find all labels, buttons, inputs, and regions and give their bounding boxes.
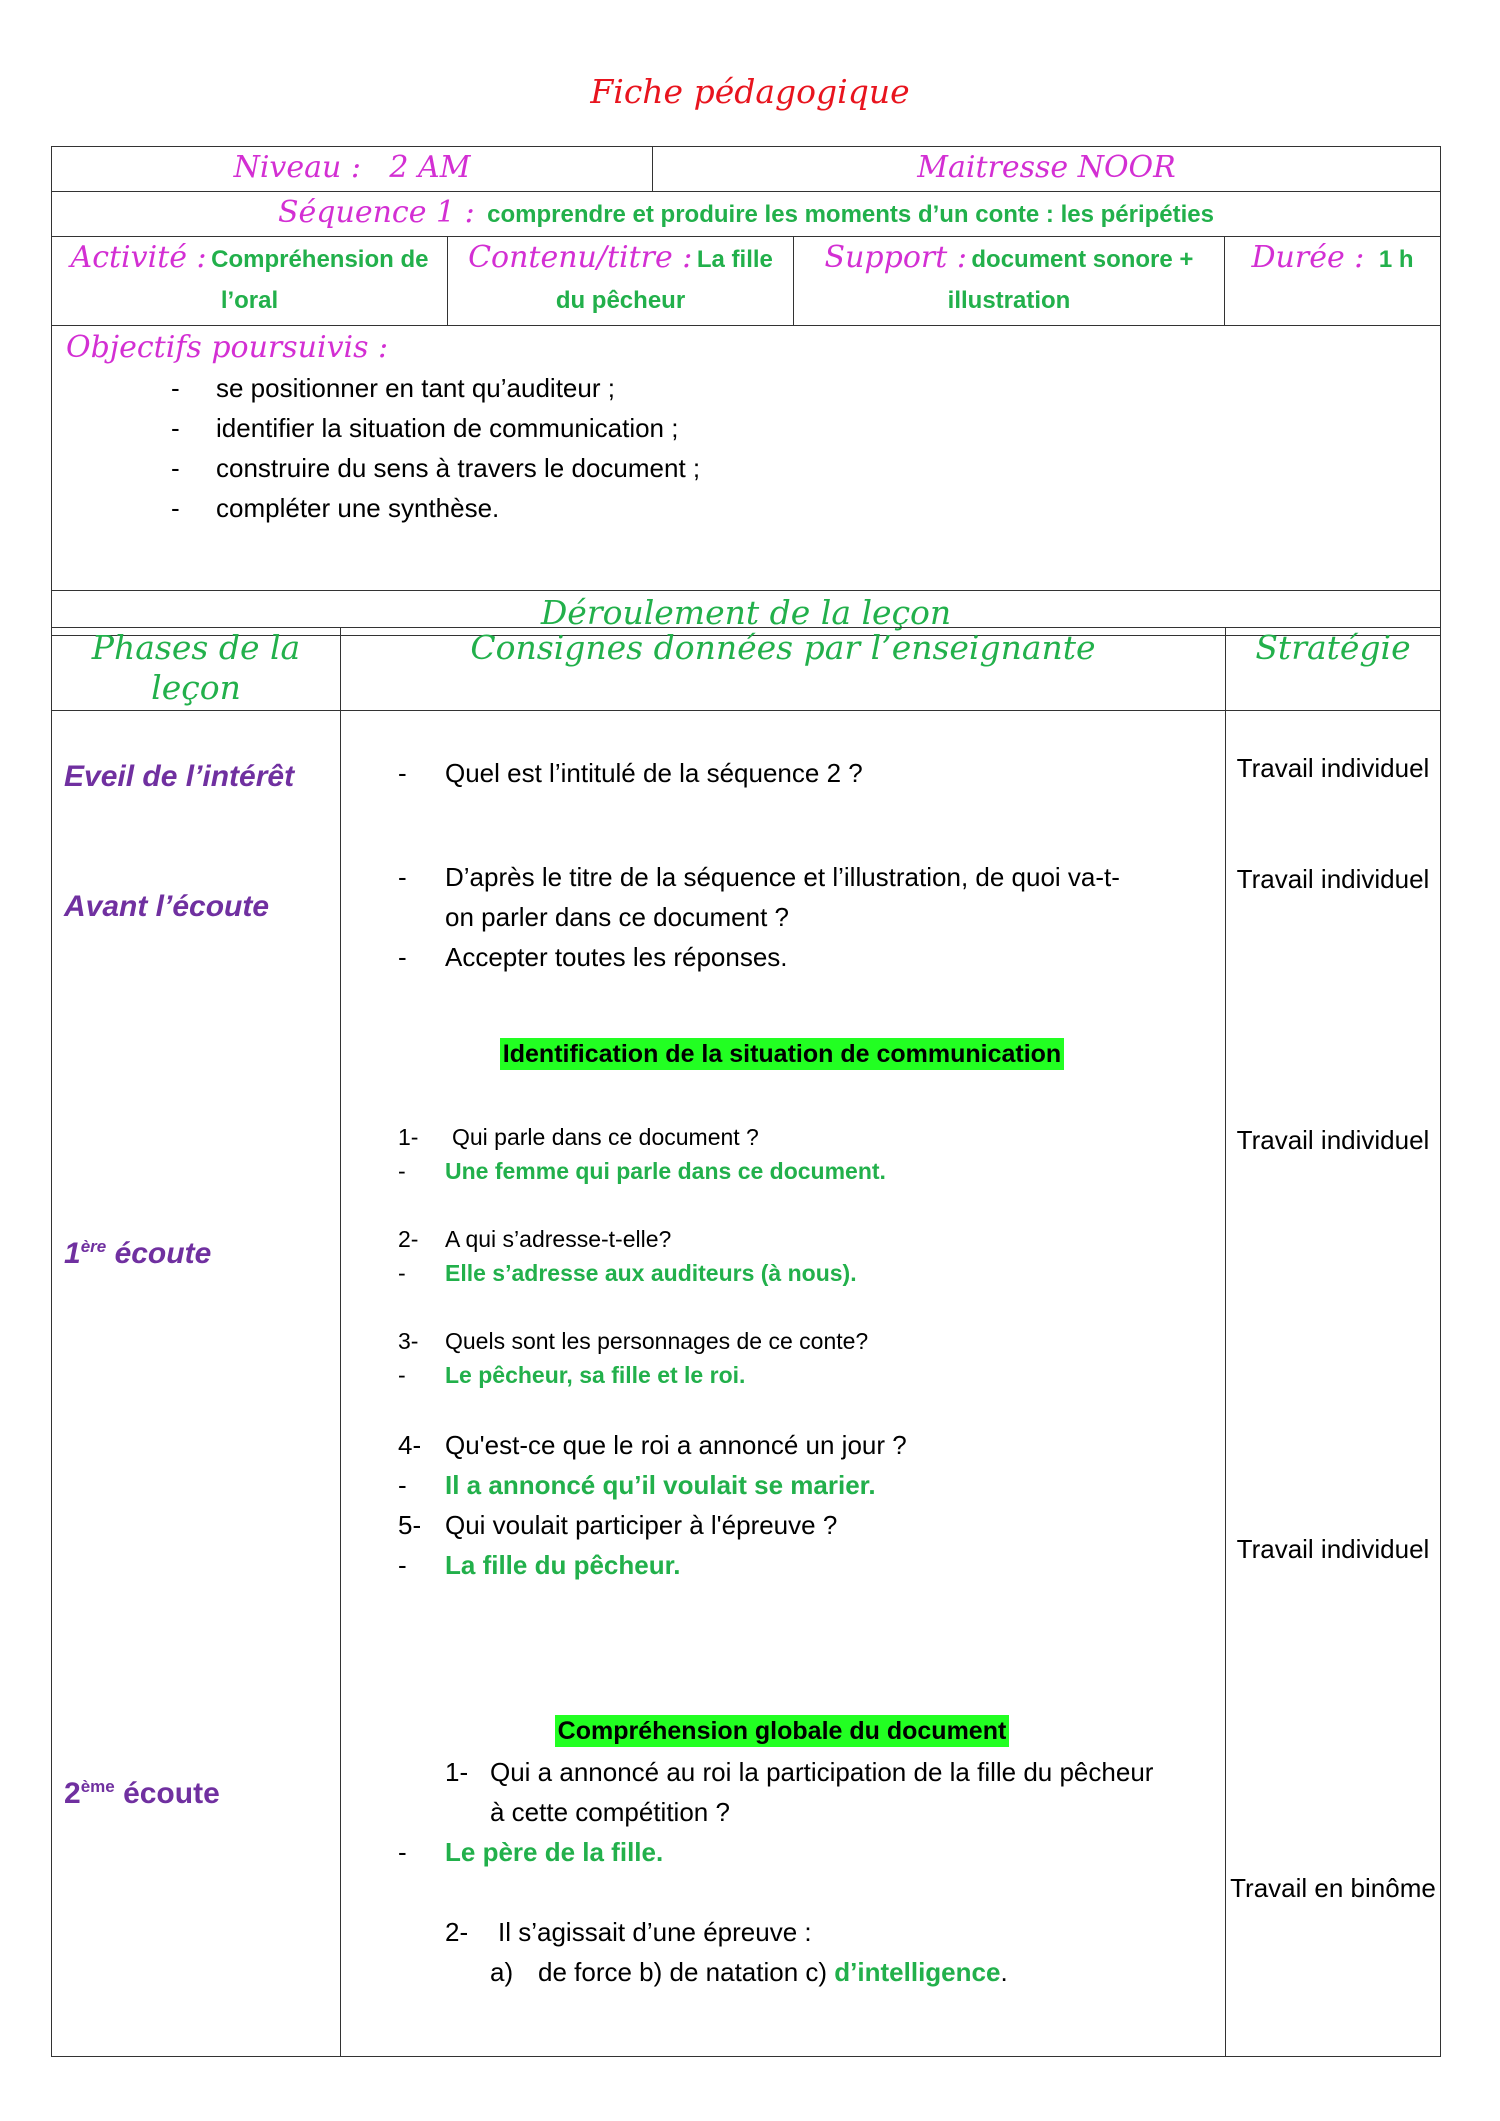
answer-5: La fille du pêcheur.: [445, 1550, 681, 1580]
dash-marker: -: [398, 1260, 406, 1286]
phase-ecoute1: 1ère écoute: [64, 1237, 212, 1270]
phase-eveil: Eveil de l’intérêt: [64, 760, 295, 793]
question-number: 1-: [398, 1124, 419, 1150]
section-identification: Identification de la situation de communication: [340, 1040, 1224, 1069]
avant-question-line2: on parler dans ce document ?: [445, 902, 789, 932]
activity-table: [51, 236, 1441, 636]
global-question-2-options: de force b) de natation c) d’intelligence.: [538, 1957, 1008, 1987]
support-cell: [794, 237, 1225, 326]
niveau-cell: [52, 147, 653, 192]
avant-instruction: Accepter toutes les réponses.: [445, 942, 788, 972]
objectifs-cell: [52, 326, 1441, 591]
section-comprehension: Compréhension globale du document: [340, 1717, 1224, 1746]
question-number: 2-: [445, 1917, 469, 1947]
header-table: [51, 146, 1441, 237]
col-consignes-header: Consignes données par l’enseignante: [341, 628, 1226, 711]
strategy-5: Travail en binôme: [1230, 1873, 1436, 1903]
sequence-label: Séquence 1 :: [277, 195, 475, 230]
list-item: - compléter une synthèse.: [171, 493, 500, 523]
dash-marker: -: [398, 1837, 407, 1867]
list-item: - construire du sens à travers le document ;: [171, 453, 701, 483]
strategy-3: Travail individuel: [1236, 1125, 1430, 1155]
deroulement-title: Déroulement de la leçon: [540, 593, 952, 632]
sequence-text: comprendre et produire les moments d’un conte : les péripéties: [487, 201, 1215, 228]
question-5: Qui voulait participer à l'épreuve ?: [445, 1510, 838, 1540]
duree-cell: [1225, 237, 1441, 326]
contenu-label: Contenu/titre :: [468, 240, 693, 275]
strategy-2: Travail individuel: [1236, 864, 1430, 894]
duree-label: Durée :: [1251, 240, 1365, 275]
contenu-value: La fille du pêcheur: [555, 246, 773, 314]
global-question-2: Il s’agissait d’une épreuve :: [498, 1917, 812, 1947]
dash-marker: -: [398, 1362, 406, 1388]
duree-value: 1 h: [1378, 246, 1414, 273]
question-number: 4-: [398, 1430, 422, 1460]
global-question-1-line1: Qui a annoncé au roi la participation de la fille du pêcheur: [490, 1757, 1154, 1787]
phase-avant: Avant l’écoute: [64, 890, 270, 923]
support-label: Support :: [824, 240, 967, 275]
contenu-cell: [448, 237, 794, 326]
question-1: Qui parle dans ce document ?: [452, 1124, 759, 1150]
eveil-question: Quel est l’intitulé de la séquence 2 ?: [445, 758, 863, 788]
answer-2: Elle s’adresse aux auditeurs (à nous).: [445, 1260, 857, 1286]
dash-marker: -: [398, 758, 407, 788]
answer-4: Il a annoncé qu’il voulait se marier.: [445, 1470, 876, 1500]
dash-marker: -: [398, 862, 407, 892]
question-2: A qui s’adresse-t-elle?: [445, 1226, 672, 1252]
global-question-1-line2: à cette compétition ?: [490, 1797, 730, 1827]
list-item: - identifier la situation de communication ;: [171, 413, 679, 443]
support-value: document sonore + illustration: [947, 246, 1194, 314]
avant-question-line1: D’après le titre de la séquence et l’illustration, de quoi va-t-: [445, 862, 1120, 892]
question-number: 1-: [445, 1757, 469, 1787]
niveau-value: 2 AM: [389, 150, 471, 185]
page-title: Fiche pédagogique: [590, 72, 910, 111]
option-marker: a): [490, 1957, 514, 1987]
teacher-name: Maitresse NOOR: [917, 150, 1176, 185]
activite-value: Compréhension de l’oral: [211, 246, 429, 314]
dash-marker: -: [398, 1470, 407, 1500]
strategy-1: Travail individuel: [1236, 753, 1430, 783]
question-3: Quels sont les personnages de ce conte?: [445, 1328, 869, 1354]
col-phases-header: Phases de la leçon: [52, 628, 341, 711]
question-4: Qu'est-ce que le roi a annoncé un jour ?: [445, 1430, 907, 1460]
strategie-column: [1226, 711, 1441, 2057]
teacher-cell: [653, 147, 1441, 192]
niveau-label: Niveau :: [233, 150, 361, 185]
question-number: 3-: [398, 1328, 419, 1354]
col-strategie-header: Stratégie: [1226, 628, 1441, 711]
dash-marker: -: [398, 942, 407, 972]
question-number: 5-: [398, 1510, 422, 1540]
answer-1: Une femme qui parle dans ce document.: [445, 1158, 886, 1184]
objectifs-label: Objectifs poursuivis :: [66, 330, 389, 365]
dash-marker: -: [398, 1550, 407, 1580]
activite-label: Activité :: [70, 240, 207, 275]
activite-cell: [52, 237, 448, 326]
sequence-cell: [52, 192, 1441, 237]
question-number: 2-: [398, 1226, 419, 1252]
dash-marker: -: [398, 1158, 406, 1184]
answer-3: Le pêcheur, sa fille et le roi.: [445, 1362, 746, 1388]
list-item: - se positionner en tant qu’auditeur ;: [171, 373, 615, 403]
global-answer-1: Le père de la fille.: [445, 1837, 664, 1867]
objectifs-list: [171, 368, 1426, 528]
phase-ecoute2: 2ème écoute: [64, 1777, 220, 1810]
strategy-4: Travail individuel: [1236, 1534, 1430, 1564]
